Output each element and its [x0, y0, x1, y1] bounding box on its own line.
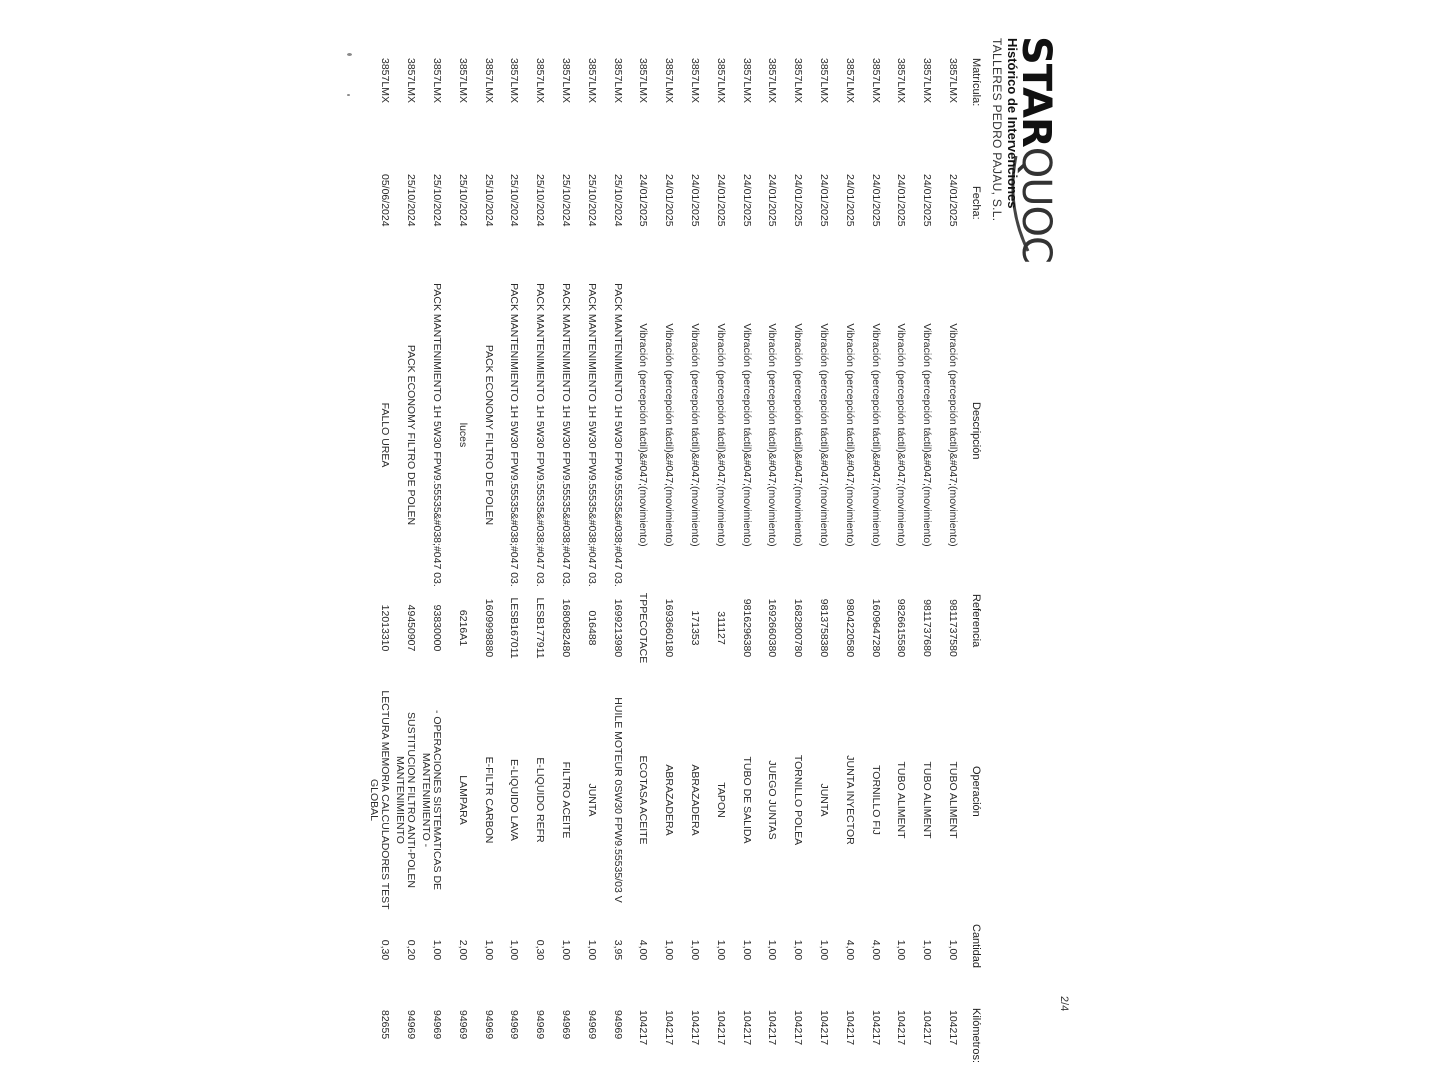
- row-referencia: 9811737680: [921, 599, 934, 657]
- table-row: [545, 0, 571, 1080]
- col-kilometros: Kilómetros:: [970, 1008, 982, 1064]
- row-referencia: 016488: [585, 610, 598, 646]
- row-fecha: 24/01/2025: [921, 174, 934, 227]
- row-cantidad: 1,00: [431, 939, 443, 961]
- row-referencia: LESB167011: [508, 597, 521, 659]
- row-referencia: 1680682480: [560, 598, 572, 658]
- row-operacion: ABRAZADERA: [689, 764, 701, 836]
- row-referencia: 171353: [689, 610, 701, 646]
- row-referencia: 9813758380: [818, 598, 830, 658]
- row-fecha: 24/01/2025: [843, 174, 856, 227]
- row-operacion: HUILE MOTEUR 0SW30 FPW9.55535/03 V: [611, 697, 624, 903]
- row-descripcion: Vibración (percepción táctil)&#047;(movimiento): [663, 323, 676, 547]
- row-cantidad: 1,00: [714, 939, 727, 961]
- row-operacion: JUNTA INYECTOR: [843, 755, 856, 845]
- logo-bold-text: STAR: [1013, 36, 1059, 147]
- row-descripcion: PACK MANTENIMIENTO 1H 5W30 FPW9.55535&#038;#047 03.: [508, 283, 521, 587]
- row-kilometros: 104217: [766, 1010, 779, 1046]
- row-referencia: 9804220580: [843, 598, 856, 658]
- row-operacion: TUBO ALIMENT: [947, 761, 959, 839]
- row-cantidad: 2,00: [456, 939, 469, 961]
- row-referencia: 1609998880: [482, 598, 495, 658]
- row-cantidad: 1,00: [508, 939, 521, 961]
- col-operacion: Operación: [970, 766, 982, 817]
- row-kilometros: 104217: [792, 1010, 805, 1046]
- row-fecha: 24/01/2025: [740, 174, 753, 227]
- row-cantidad: 4,00: [869, 939, 882, 961]
- row-referencia: 1699213980: [611, 598, 624, 658]
- row-cantidad: 0,30: [534, 939, 547, 961]
- row-matricula: 3857LMX: [895, 58, 908, 103]
- table-row: [726, 0, 752, 1080]
- row-matricula: 3857LMX: [818, 58, 830, 103]
- row-matricula: 3857LMX: [534, 58, 547, 103]
- row-fecha: 25/10/2024: [560, 174, 572, 227]
- row-kilometros: 94969: [456, 1010, 469, 1040]
- col-cantidad: Cantidad: [970, 924, 982, 969]
- row-kilometros: 82655: [379, 1010, 392, 1040]
- row-kilometros: 104217: [869, 1010, 882, 1046]
- row-operacion: TORNILLO POLEA: [792, 754, 805, 846]
- table-row: [906, 0, 932, 1080]
- row-fecha: 24/01/2025: [818, 174, 830, 227]
- row-descripcion: PACK MANTENIMIENTO 1H 5W30 FPW9.55535&#038;#047 03.: [534, 283, 547, 587]
- row-kilometros: 94969: [405, 1010, 418, 1040]
- row-kilometros: 104217: [740, 1010, 753, 1046]
- row-matricula: 3857LMX: [714, 58, 727, 103]
- row-descripcion: Vibración (percepción táctil)&#047;(movimiento): [818, 323, 830, 547]
- table-row: [803, 0, 829, 1080]
- row-fecha: 25/10/2024: [508, 174, 521, 227]
- row-fecha: 24/01/2025: [792, 174, 805, 227]
- row-matricula: 3857LMX: [611, 58, 624, 103]
- row-fecha: 24/01/2025: [637, 174, 650, 227]
- row-descripcion: FALLO UREA: [379, 402, 392, 468]
- table-row: [648, 0, 674, 1080]
- row-descripcion: PACK MANTENIMIENTO 1H 5W30 FPW9.55535&#038;#047 03.: [611, 283, 624, 587]
- row-descripcion: Vibración (percepción táctil)&#047;(movimiento): [714, 323, 727, 547]
- col-fecha: Fecha:: [970, 186, 982, 220]
- row-operacion: LAMPARA: [456, 775, 469, 825]
- row-operacion: JUNTA: [818, 783, 830, 817]
- row-referencia: 9816296380: [740, 598, 753, 658]
- row-referencia: 1693660180: [663, 598, 676, 658]
- col-referencia: Referencia: [970, 594, 982, 648]
- row-kilometros: 104217: [921, 1010, 934, 1046]
- row-operacion: E-LIQUIDO REFR: [534, 757, 547, 843]
- row-operacion: TUBO ALIMENT: [895, 761, 908, 839]
- row-fecha: 25/10/2024: [405, 174, 418, 227]
- row-operacion: LECTURA MEMORIA CALCULADORES TEST GLOBAL: [368, 690, 392, 910]
- table-row: [571, 0, 597, 1080]
- brand-logo: [1013, 36, 1059, 263]
- row-fecha: 24/01/2025: [947, 174, 959, 227]
- row-referencia: 12013310: [379, 604, 392, 652]
- row-operacion: E-LIQUIDO LAVA: [508, 759, 521, 841]
- row-referencia: TPPECOTACE: [637, 592, 650, 664]
- row-kilometros: 104217: [663, 1010, 676, 1046]
- row-cantidad: 1,00: [766, 939, 779, 961]
- table-row: [622, 0, 648, 1080]
- row-matricula: 3857LMX: [585, 58, 598, 103]
- row-cantidad: 4,00: [637, 939, 650, 961]
- table-row: [597, 0, 623, 1080]
- row-fecha: 24/01/2025: [663, 174, 676, 227]
- table-row: [751, 0, 777, 1080]
- row-descripcion: PACK MANTENIMIENTO 1H 5W30 FPW9.55535&#038;#047 03.: [431, 283, 443, 587]
- row-matricula: 3857LMX: [766, 58, 779, 103]
- row-referencia: 93830000: [431, 604, 443, 652]
- table-row: [442, 0, 468, 1080]
- row-descripcion: PACK ECONOMY FILTRO DE POLEN: [482, 344, 495, 526]
- row-cantidad: 1,00: [482, 939, 495, 961]
- scan-speck: [347, 94, 350, 96]
- row-kilometros: 94969: [560, 1010, 572, 1040]
- row-kilometros: 104217: [689, 1010, 701, 1046]
- row-matricula: 3857LMX: [689, 58, 701, 103]
- row-descripcion: PACK MANTENIMIENTO 1H 5W30 FPW9.55535&#038;#047 03.: [560, 283, 572, 587]
- table-row: [364, 0, 390, 1080]
- row-descripcion: Vibración (percepción táctil)&#047;(movimiento): [947, 323, 959, 547]
- page-title: Histórico de Intervenciones: [1005, 38, 1020, 209]
- row-kilometros: 104217: [947, 1010, 959, 1046]
- row-operacion: JUEGO JUNTAS: [766, 760, 779, 840]
- table-row: [932, 0, 958, 1080]
- company-name: TALLERES PEDRO PAJAU, S.L.: [990, 38, 1004, 222]
- row-cantidad: 1,00: [947, 939, 959, 961]
- row-fecha: 24/01/2025: [714, 174, 727, 227]
- row-referencia: 1682800780: [792, 598, 805, 658]
- table-row: [416, 0, 442, 1080]
- row-operacion: E-FILTR CARBON: [482, 756, 495, 844]
- row-descripcion: PACK ECONOMY FILTRO DE POLEN: [405, 344, 418, 526]
- row-matricula: 3857LMX: [456, 58, 469, 103]
- table-row: [468, 0, 494, 1080]
- row-matricula: 3857LMX: [663, 58, 676, 103]
- row-referencia: 1692660380: [766, 598, 779, 658]
- row-kilometros: 94969: [611, 1010, 624, 1040]
- row-descripcion: Vibración (percepción táctil)&#047;(movimiento): [895, 323, 908, 547]
- row-kilometros: 94969: [585, 1010, 598, 1040]
- table-row: [519, 0, 545, 1080]
- row-cantidad: 1,00: [921, 939, 934, 961]
- row-matricula: 3857LMX: [637, 58, 650, 103]
- row-fecha: 24/01/2025: [895, 174, 908, 227]
- row-descripcion: Vibración (percepción táctil)&#047;(movimiento): [766, 323, 779, 547]
- row-cantidad: 1,00: [792, 939, 805, 961]
- row-operacion: TORNILLO FIJ: [869, 765, 882, 835]
- row-fecha: 24/01/2025: [869, 174, 882, 227]
- row-kilometros: 104217: [714, 1010, 727, 1046]
- table-row: [855, 0, 881, 1080]
- row-cantidad: 1,00: [895, 939, 908, 961]
- col-descripcion: Descripción: [970, 402, 982, 460]
- row-matricula: 3857LMX: [843, 58, 856, 103]
- row-fecha: 25/10/2024: [431, 174, 443, 227]
- row-kilometros: 94969: [508, 1010, 521, 1040]
- row-matricula: 3857LMX: [947, 58, 959, 103]
- row-referencia: 49450907: [405, 604, 418, 652]
- row-matricula: 3857LMX: [482, 58, 495, 103]
- col-matricula: Matrícula:: [970, 58, 982, 107]
- row-cantidad: 3,95: [611, 939, 624, 961]
- table-row: [777, 0, 803, 1080]
- row-descripcion: Vibración (percepción táctil)&#047;(movimiento): [689, 323, 701, 547]
- row-operacion: ECOTASA ACEITE: [637, 755, 650, 845]
- row-cantidad: 1,00: [585, 939, 598, 961]
- row-matricula: 3857LMX: [508, 58, 521, 103]
- row-fecha: 25/10/2024: [482, 174, 495, 227]
- row-cantidad: 4,00: [843, 939, 856, 961]
- row-fecha: 24/01/2025: [766, 174, 779, 227]
- row-descripcion: Vibración (percepción táctil)&#047;(movimiento): [637, 323, 650, 547]
- row-cantidad: 1,00: [560, 939, 572, 961]
- row-referencia: LESB177911: [534, 597, 547, 659]
- table-row: [493, 0, 519, 1080]
- row-operacion: TAPON: [714, 782, 727, 818]
- row-referencia: 311127: [714, 611, 727, 645]
- row-matricula: 3857LMX: [405, 58, 418, 103]
- row-matricula: 3857LMX: [379, 58, 392, 103]
- row-kilometros: 94969: [482, 1010, 495, 1040]
- row-kilometros: 104217: [637, 1010, 650, 1046]
- row-matricula: 3857LMX: [431, 58, 443, 103]
- row-operacion: ABRAZADERA: [663, 764, 676, 836]
- row-fecha: 25/10/2024: [456, 174, 469, 227]
- row-operacion: SUSTITUCION FILTRO ANTI-POLEN MANTENIMIENTO: [394, 712, 418, 888]
- row-descripcion: Vibración (percepción táctil)&#047;(movimiento): [869, 323, 882, 547]
- table-row: [700, 0, 726, 1080]
- row-operacion: - OPERACIONES SISTEMATICAS DE MANTENIMIENTO -: [420, 709, 443, 891]
- row-kilometros: 104217: [843, 1010, 856, 1046]
- row-cantidad: 1,00: [663, 939, 676, 961]
- row-descripcion: Vibración (percepción táctil)&#047;(movimiento): [921, 323, 934, 547]
- row-fecha: 25/10/2024: [611, 174, 624, 227]
- row-cantidad: 1,00: [740, 939, 753, 961]
- row-fecha: 05/06/2024: [379, 174, 392, 227]
- row-kilometros: 94969: [431, 1010, 443, 1040]
- row-referencia: 9826615580: [895, 598, 908, 658]
- row-operacion: TUBO DE SALIDA: [740, 756, 753, 844]
- row-kilometros: 104217: [895, 1010, 908, 1046]
- row-fecha: 25/10/2024: [534, 174, 547, 227]
- row-fecha: 25/10/2024: [585, 174, 598, 227]
- row-matricula: 3857LMX: [740, 58, 753, 103]
- row-descripcion: Vibración (percepción táctil)&#047;(movimiento): [792, 323, 805, 547]
- row-descripcion: PACK MANTENIMIENTO 1H 5W30 FPW9.55535&#038;#047 03.: [585, 283, 598, 587]
- row-matricula: 3857LMX: [560, 58, 572, 103]
- table-row: [880, 0, 906, 1080]
- row-descripcion: Vibración (percepción táctil)&#047;(movimiento): [740, 323, 753, 547]
- row-kilometros: 104217: [818, 1010, 830, 1046]
- row-fecha: 24/01/2025: [689, 174, 701, 227]
- page-number: 2/4: [1058, 996, 1070, 1012]
- row-operacion: TUBO ALIMENT: [921, 761, 934, 839]
- row-referencia: 9811737580: [947, 599, 959, 657]
- row-kilometros: 94969: [534, 1010, 547, 1040]
- row-operacion: FILTRO ACEITE: [560, 761, 572, 839]
- row-descripcion: luces: [456, 422, 469, 448]
- row-referencia: 6216A1: [456, 609, 469, 647]
- row-operacion: JUNTA: [585, 783, 598, 817]
- row-matricula: 3857LMX: [869, 58, 882, 103]
- table-row: [390, 0, 416, 1080]
- row-cantidad: 1,00: [689, 939, 701, 961]
- table-row: [674, 0, 700, 1080]
- row-descripcion: Vibración (percepción táctil)&#047;(movimiento): [843, 323, 856, 547]
- row-matricula: 3857LMX: [792, 58, 805, 103]
- table-row: [829, 0, 855, 1080]
- row-cantidad: 0,30: [379, 939, 392, 961]
- row-cantidad: 0,20: [405, 939, 418, 961]
- logo-light-text: QUOC: [1013, 146, 1059, 263]
- row-matricula: 3857LMX: [921, 58, 934, 103]
- scan-speck: [347, 53, 352, 56]
- row-cantidad: 1,00: [818, 939, 830, 961]
- row-referencia: 1609647280: [869, 598, 882, 658]
